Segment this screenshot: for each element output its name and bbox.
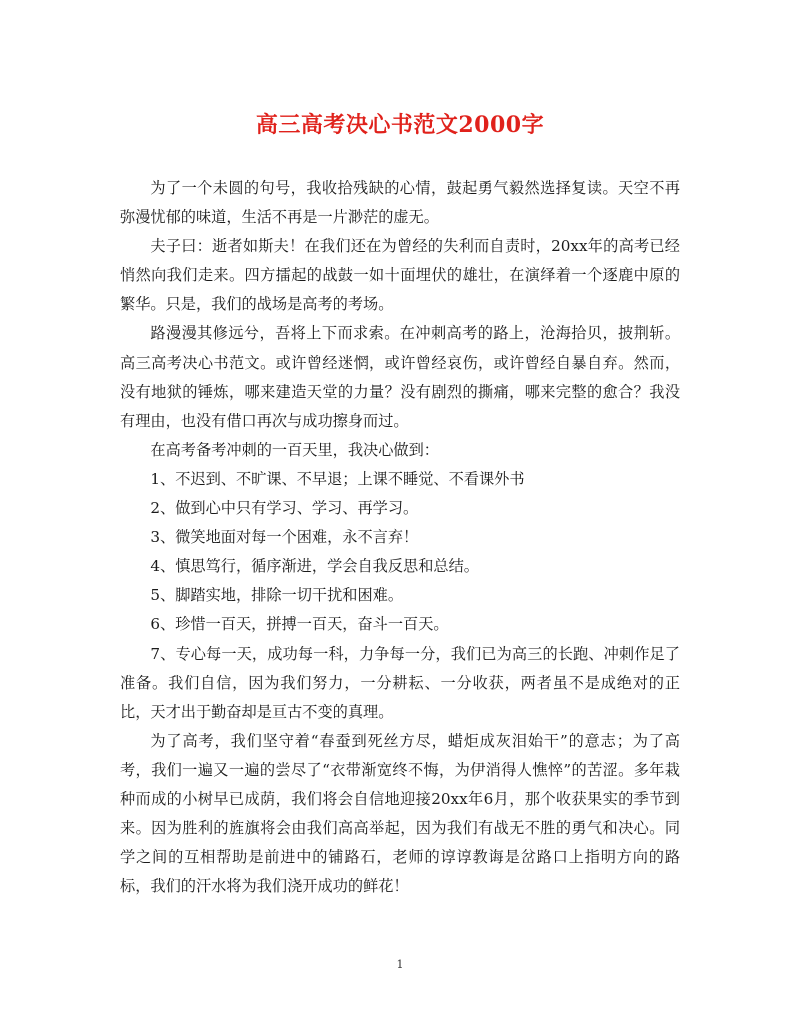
list-item: 6、珍惜一百天，拼搏一百天，奋斗一百天。	[150, 615, 449, 634]
list-item: 4、慎思笃行，循序渐进，学会自我反思和总结。	[150, 557, 479, 576]
list-item: 3、微笑地面对每一个困难，永不言弃！	[150, 528, 419, 547]
list-item: 1、不迟到、不旷课、不早退；上课不睡觉、不看课外书	[150, 469, 525, 488]
list-item: 7、专心每一天，成功每一科，力争每一分，我们已为高三的长跑、冲刺作足了准备。我们自信，因为我们努力，一分耕耘、一分收获，两者虽不是成绝对的正比，天才出于勤奋却是亘古不变的真理。	[120, 644, 680, 721]
paragraph: 夫子曰：逝者如斯夫！在我们还在为曾经的失利而自责时，20xx年的高考已经悄然向我们走来。四方擂起的战鼓一如十面埋伏的雄壮，在演绎着一个逐鹿中原的繁华。只是，我们的战场是高考的考场。	[120, 237, 680, 314]
paragraph: 为了高考，我们坚守着“春蚕到死丝方尽，蜡炬成灰泪始干”的意志；为了高考，我们一遍又一遍的尝尽了“衣带渐宽终不悔，为伊消得人憔悴”的苦涩。多年栽种而成的小树早已成荫，我们将会自信地迎接20xx年6月，那个收获果实的季节到来。因为胜利的旌旗将会由我们高高举起，因为我们有战无不胜的勇气和决心。同学之间的互相帮助是前进中的铺路石，老师的谆谆教诲是岔路口上指明方向的路标，我们的汗水将为我们浇开成功的鲜花！	[120, 731, 680, 896]
list-item: 5、脚踏实地，排除一切干扰和困难。	[150, 586, 404, 605]
document-body	[120, 174, 680, 901]
list-item: 2、做到心中只有学习、学习、再学习。	[150, 499, 419, 518]
paragraph: 为了一个未圆的句号，我收拾残缺的心情，鼓起勇气毅然选择复读。天空不再弥漫忧郁的味道，生活不再是一片渺茫的虚无。	[120, 179, 680, 227]
paragraph: 路漫漫其修远兮，吾将上下而求索。在冲刺高考的路上，沧海拾贝，披荆斩。高三高考决心书范文。或许曾经迷惘，或许曾经哀伤，或许曾经自暴自弃。然而，没有地狱的锤炼，哪来建造天堂的力量？没有剧烈的撕痛，哪来完整的愈合？我没有理由，也没有借口再次与成功擦身而过。	[120, 324, 680, 430]
page-number: 1	[396, 958, 404, 971]
document-title: 高三高考决心书范文2000字	[255, 112, 545, 138]
paragraph: 在高考备考冲刺的一百天里，我决心做到：	[150, 440, 439, 459]
